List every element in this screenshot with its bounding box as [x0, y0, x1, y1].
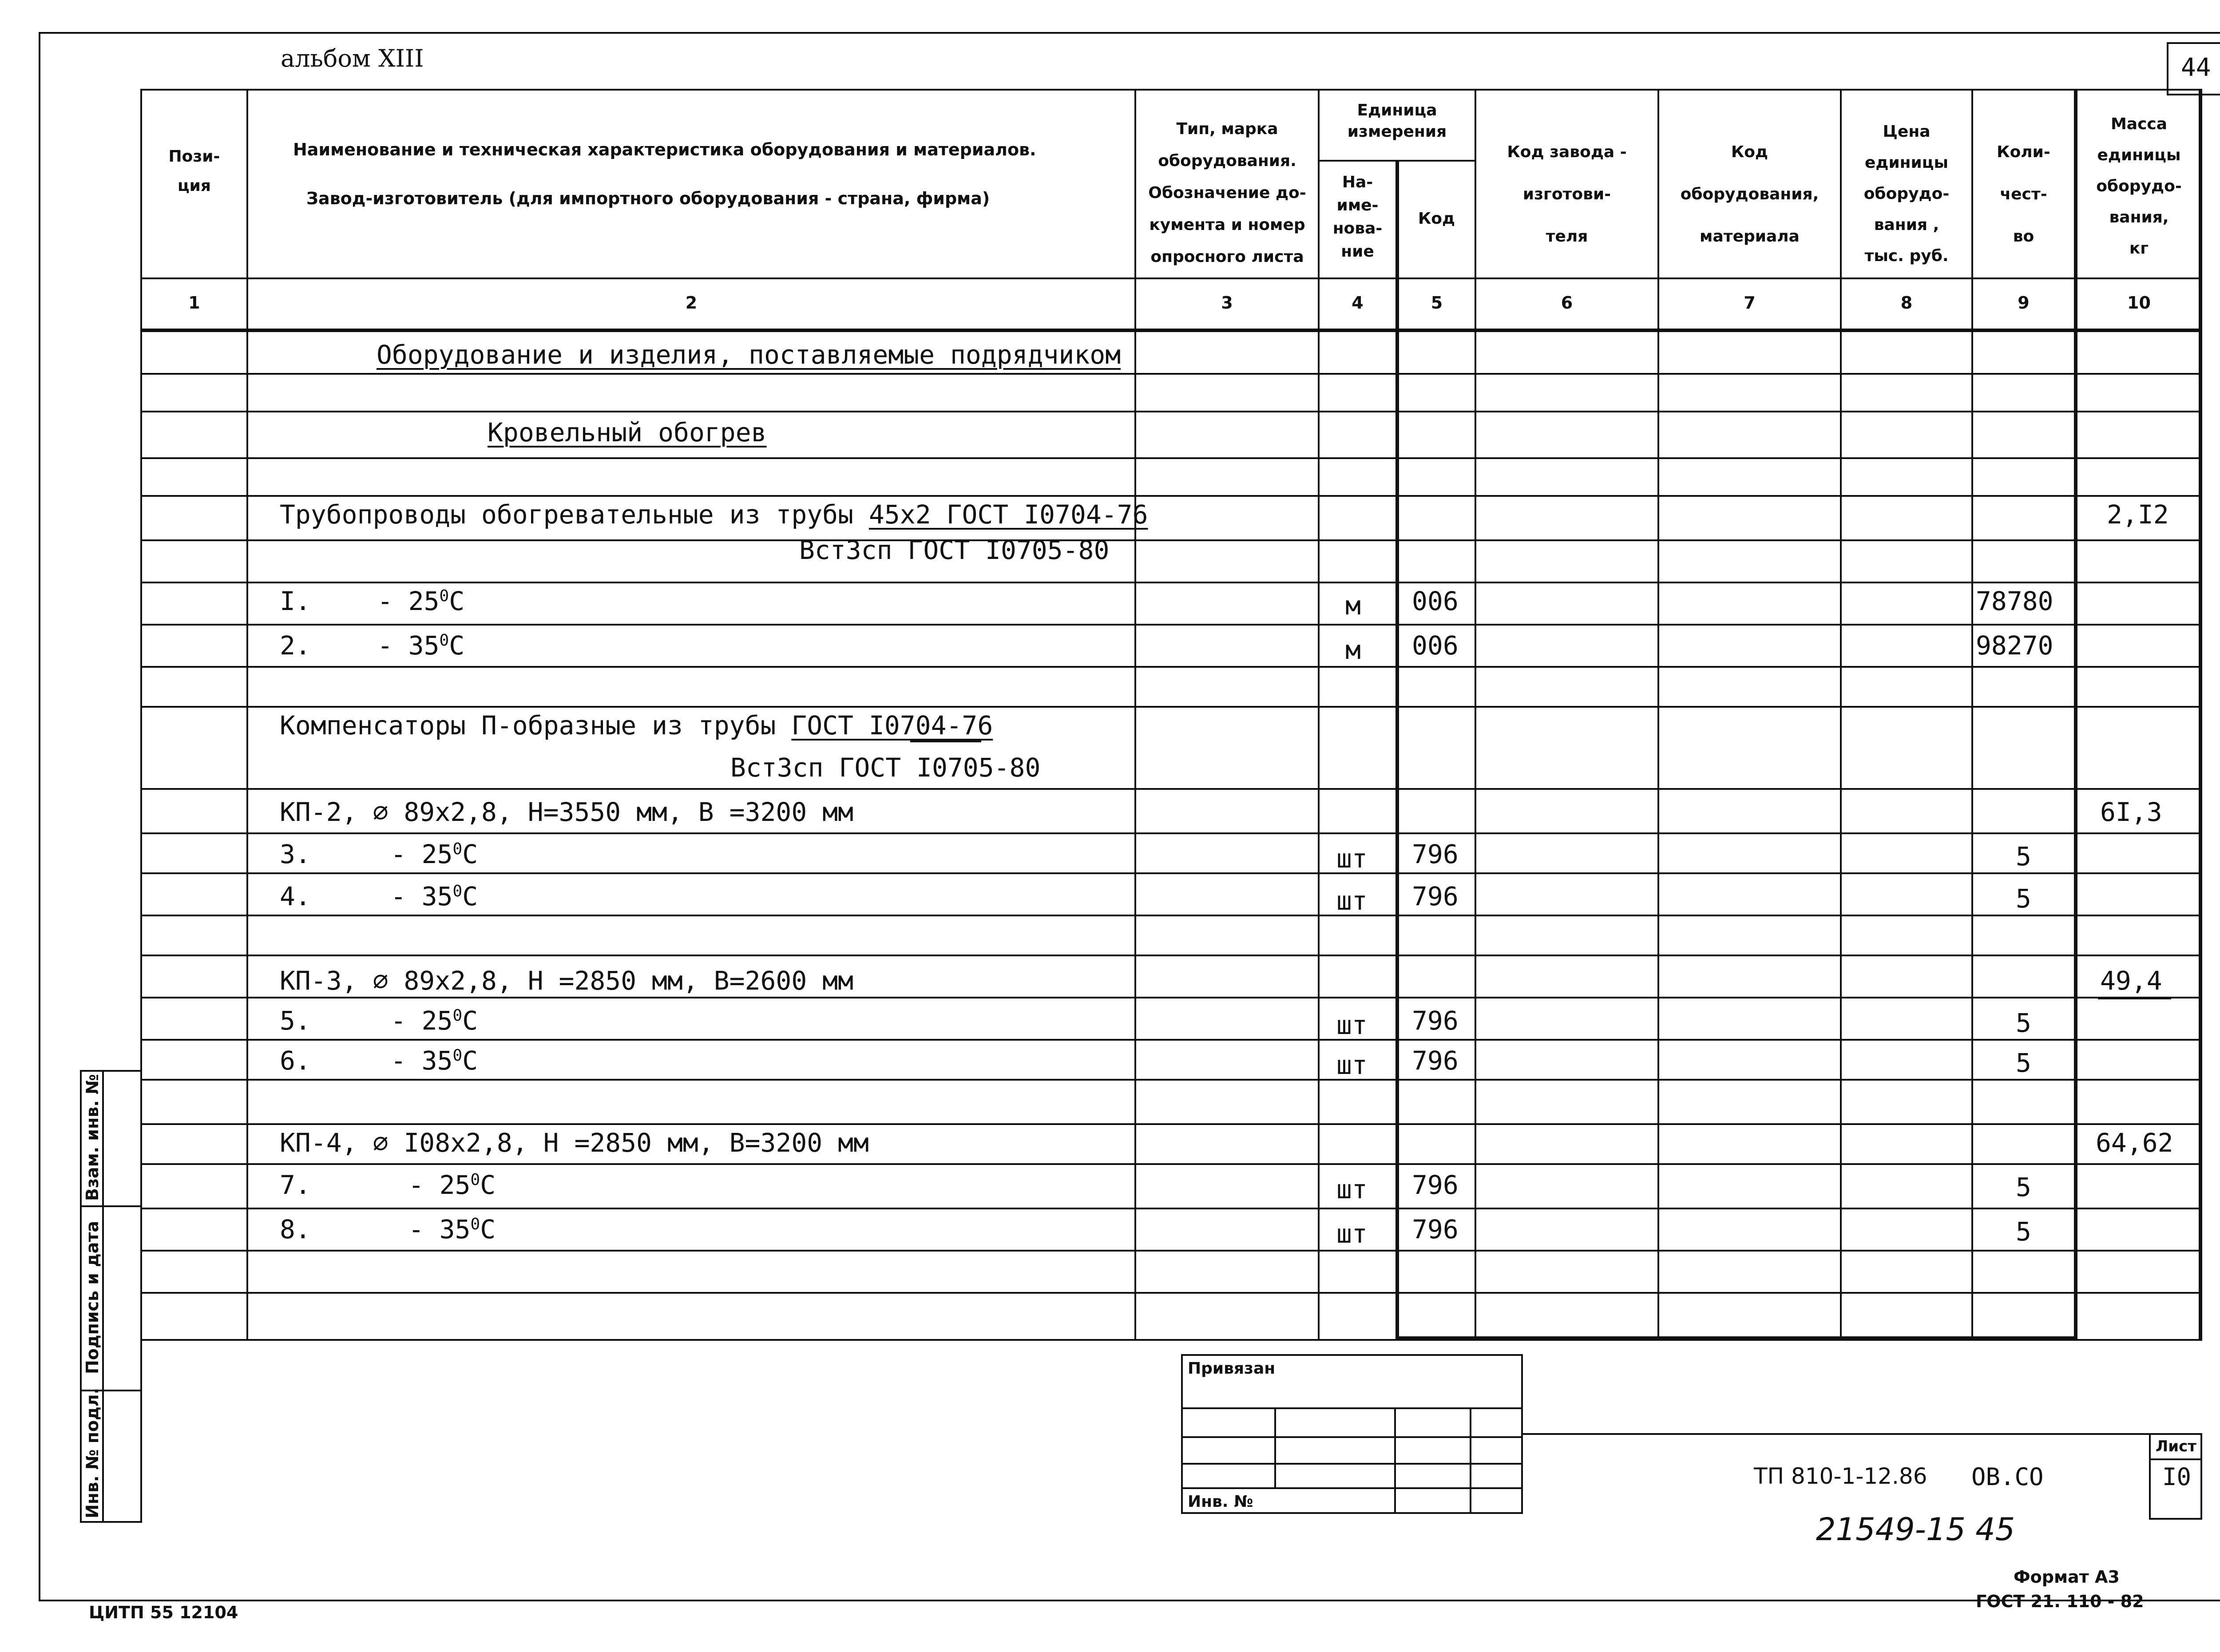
binding-stamp-line — [1181, 1436, 1523, 1438]
header-unit: Единица измерения — [1347, 101, 1447, 141]
sheet-box-split — [2149, 1458, 2202, 1460]
header-mass: Масса единицы оборудо- вания, кг — [2096, 115, 2182, 258]
col-line-10 — [2200, 89, 2202, 1341]
side-stamp-divider — [102, 1070, 104, 1523]
binding-stamp-col — [1470, 1407, 1471, 1514]
item-8-qty: 5 — [2016, 1216, 2031, 1247]
header-unit-code: Код — [1418, 210, 1455, 228]
item-7-qty: 5 — [2016, 1172, 2031, 1202]
item-6-unit: шт — [1336, 1050, 1368, 1080]
binding-stamp-col — [1394, 1407, 1396, 1514]
col-num-7: 7 — [1744, 293, 1756, 313]
binding-stamp-col — [1274, 1407, 1276, 1487]
side-label-signature-date: Подпись и дата — [83, 1220, 102, 1374]
item-6-qty: 5 — [2016, 1048, 2031, 1078]
header-bottom — [140, 277, 2200, 279]
col-num-3: 3 — [1221, 293, 1233, 313]
colnum-bottom — [140, 329, 2200, 332]
item-4-unit: шт — [1336, 886, 1368, 916]
row-line — [140, 373, 2200, 375]
item-2-name: 2. - $35^0С$ — [280, 630, 465, 661]
col-num-9: 9 — [2018, 293, 2030, 313]
item-1-qty: 78780 — [1976, 586, 2054, 616]
col-line-3 — [1318, 89, 1320, 1341]
item-3-name: 3. - $25^0С$ — [280, 839, 478, 869]
binding-stamp-line — [1181, 1487, 1523, 1489]
citp-label: ЦИТП 55 12104 — [89, 1603, 238, 1622]
kp2-mass: 6I,3 — [2100, 797, 2162, 827]
item-7-unit: шт — [1336, 1174, 1368, 1204]
item-6-name: 6. - $35^0С$ — [280, 1046, 478, 1076]
header-quantity: Коли- чест- во — [1997, 143, 2050, 246]
kp4-spec: КП-4, ∅ I08х2,8, Н =2850 мм, В=3200 мм — [280, 1128, 869, 1158]
header-position: Пози- ция — [168, 147, 220, 195]
row-line — [140, 915, 2200, 916]
item-3-code: 796 — [1412, 839, 1459, 869]
row-line — [140, 788, 2200, 790]
binding-label: Привязан — [1188, 1359, 1276, 1378]
item-8-name: 8. - $35^0С$ — [280, 1214, 496, 1244]
item-5-code: 796 — [1412, 1006, 1459, 1036]
col-line-5 — [1475, 89, 1476, 1341]
compensators-description: Компенсаторы П-образные из трубы ГОСТ I0704-76 — [280, 710, 993, 741]
col-num-1: 1 — [188, 293, 200, 313]
header-equipment-code: Код оборудования, материала — [1680, 143, 1819, 246]
item-5-name: 5. - $25^0С$ — [280, 1006, 478, 1036]
col-num-8: 8 — [1900, 293, 1913, 313]
gost-label: ГОСТ 21. 110 - 82 — [1976, 1592, 2144, 1611]
row-line — [140, 1039, 2200, 1041]
pipes-description: Трубопроводы обогревательные из трубы 45х2 ГОСТ I0704-76 — [280, 499, 1148, 530]
header-unit-name: На- име- нова- ние — [1332, 173, 1383, 261]
col-line-8 — [1971, 89, 1973, 1341]
col-num-6: 6 — [1561, 293, 1573, 313]
col-num-4: 4 — [1352, 293, 1364, 313]
header-name-1: Наименование и техническая характеристика оборудования и материалов. — [293, 140, 1036, 159]
section-title-roof-heating: Кровельный обогрев — [488, 417, 767, 448]
kp3-mass: 49,4 — [2100, 966, 2162, 996]
side-label-original-inv: Инв. № подл. — [83, 1387, 102, 1518]
col-line-6 — [1657, 89, 1659, 1341]
kp2-spec: КП-2, ∅ 89х2,8, Н=3550 мм, В =3200 мм — [280, 797, 854, 827]
row-line — [140, 997, 2200, 998]
binding-stamp — [1181, 1354, 1523, 1514]
sheet-value: I0 — [2162, 1463, 2192, 1491]
album-label: альбом XIII — [281, 44, 424, 72]
page-number: 44 — [2181, 53, 2211, 82]
row-line — [140, 1292, 2200, 1294]
item-4-qty: 5 — [2016, 883, 2031, 914]
row-line — [140, 706, 2200, 708]
item-1-code: 006 — [1412, 586, 1459, 616]
row-line — [140, 666, 2200, 668]
col-line-2 — [1134, 89, 1136, 1341]
col-line-1 — [246, 89, 248, 1341]
kp3-mass-underline — [2098, 998, 2171, 999]
item-3-unit: шт — [1336, 844, 1368, 874]
col-line-7 — [1840, 89, 1842, 1341]
item-4-name: 4. - $35^0С$ — [280, 881, 478, 911]
item-2-qty: 98270 — [1976, 630, 2054, 661]
item-1-name: I. - $25^0С$ — [280, 586, 465, 616]
item-8-code: 796 — [1412, 1214, 1459, 1244]
col-num-2: 2 — [685, 293, 698, 313]
table-bottom-thick — [1395, 1336, 2077, 1340]
section-title-supplier: Оборудование и изделия, поставляемые подрядчиком — [377, 340, 1121, 370]
header-name-2: Завод-изготовитель (для импортного оборудования - страна, фирма) — [306, 189, 990, 208]
side-stamp-line — [80, 1205, 142, 1207]
row-line — [140, 955, 2200, 956]
compensators-steel: ВстЗсп ГОСТ I0705-80 — [730, 753, 1041, 783]
sheet-label: Лист — [2156, 1438, 2196, 1455]
item-6-code: 796 — [1412, 1046, 1459, 1076]
item-5-unit: шт — [1336, 1010, 1368, 1040]
row-line — [140, 1208, 2200, 1209]
row-line — [140, 1250, 2200, 1252]
header-type: Тип, марка оборудования. Обозначение до- кумента и номер опросного листа — [1148, 120, 1306, 266]
format-label: Формат А3 — [2014, 1567, 2120, 1587]
header-price: Цена единицы оборудо- вания , тыс. руб. — [1863, 123, 1950, 265]
side-label-replacement-inv: Взам. инв. № — [83, 1074, 102, 1201]
item-2-unit: м — [1345, 635, 1361, 665]
row-line — [140, 495, 2200, 497]
binding-stamp-line — [1181, 1463, 1523, 1465]
handwritten-number: 21549-15 45 — [1816, 1511, 2015, 1548]
binding-stamp-line — [1181, 1407, 1523, 1409]
item-8-unit: шт — [1336, 1219, 1368, 1249]
row-line — [140, 1163, 2200, 1165]
row-line — [140, 1123, 2200, 1125]
kp3-spec: КП-3, ∅ 89х2,8, Н =2850 мм, В=2600 мм — [280, 966, 854, 996]
document-mark: ОВ.СО — [1971, 1463, 2044, 1491]
title-block-top — [1523, 1433, 2202, 1435]
pipes-mass: 2,I2 — [2107, 499, 2169, 530]
row-line — [140, 411, 2200, 412]
row-line — [140, 539, 2200, 541]
compensators-underline-ext — [910, 741, 981, 742]
pipes-steel: ВстЗсп ГОСТ I0705-80 — [799, 535, 1110, 565]
header-factory-code: Код завода - изготови- теля — [1507, 143, 1627, 246]
row-line — [140, 457, 2200, 459]
col-num-5: 5 — [1431, 293, 1443, 313]
col-line-9 — [2074, 89, 2077, 1341]
row-line — [140, 582, 2200, 583]
row-line — [140, 624, 2200, 626]
item-2-code: 006 — [1412, 630, 1459, 661]
item-5-qty: 5 — [2016, 1008, 2031, 1038]
row-line — [140, 832, 2200, 834]
document-code: ТП 810-1-12.86 — [1754, 1463, 1927, 1489]
row-line — [140, 1079, 2200, 1081]
item-7-name: 7. - $25^0С$ — [280, 1170, 496, 1200]
kp4-mass: 64,62 — [2096, 1128, 2173, 1158]
col-num-10: 10 — [2127, 293, 2151, 313]
item-7-code: 796 — [1412, 1170, 1459, 1200]
item-3-qty: 5 — [2016, 841, 2031, 872]
unit-header-split — [1318, 160, 1475, 162]
row-line — [140, 872, 2200, 874]
inventory-number-label: Инв. № — [1188, 1493, 1253, 1511]
item-1-unit: м — [1345, 590, 1361, 621]
item-4-code: 796 — [1412, 881, 1459, 911]
